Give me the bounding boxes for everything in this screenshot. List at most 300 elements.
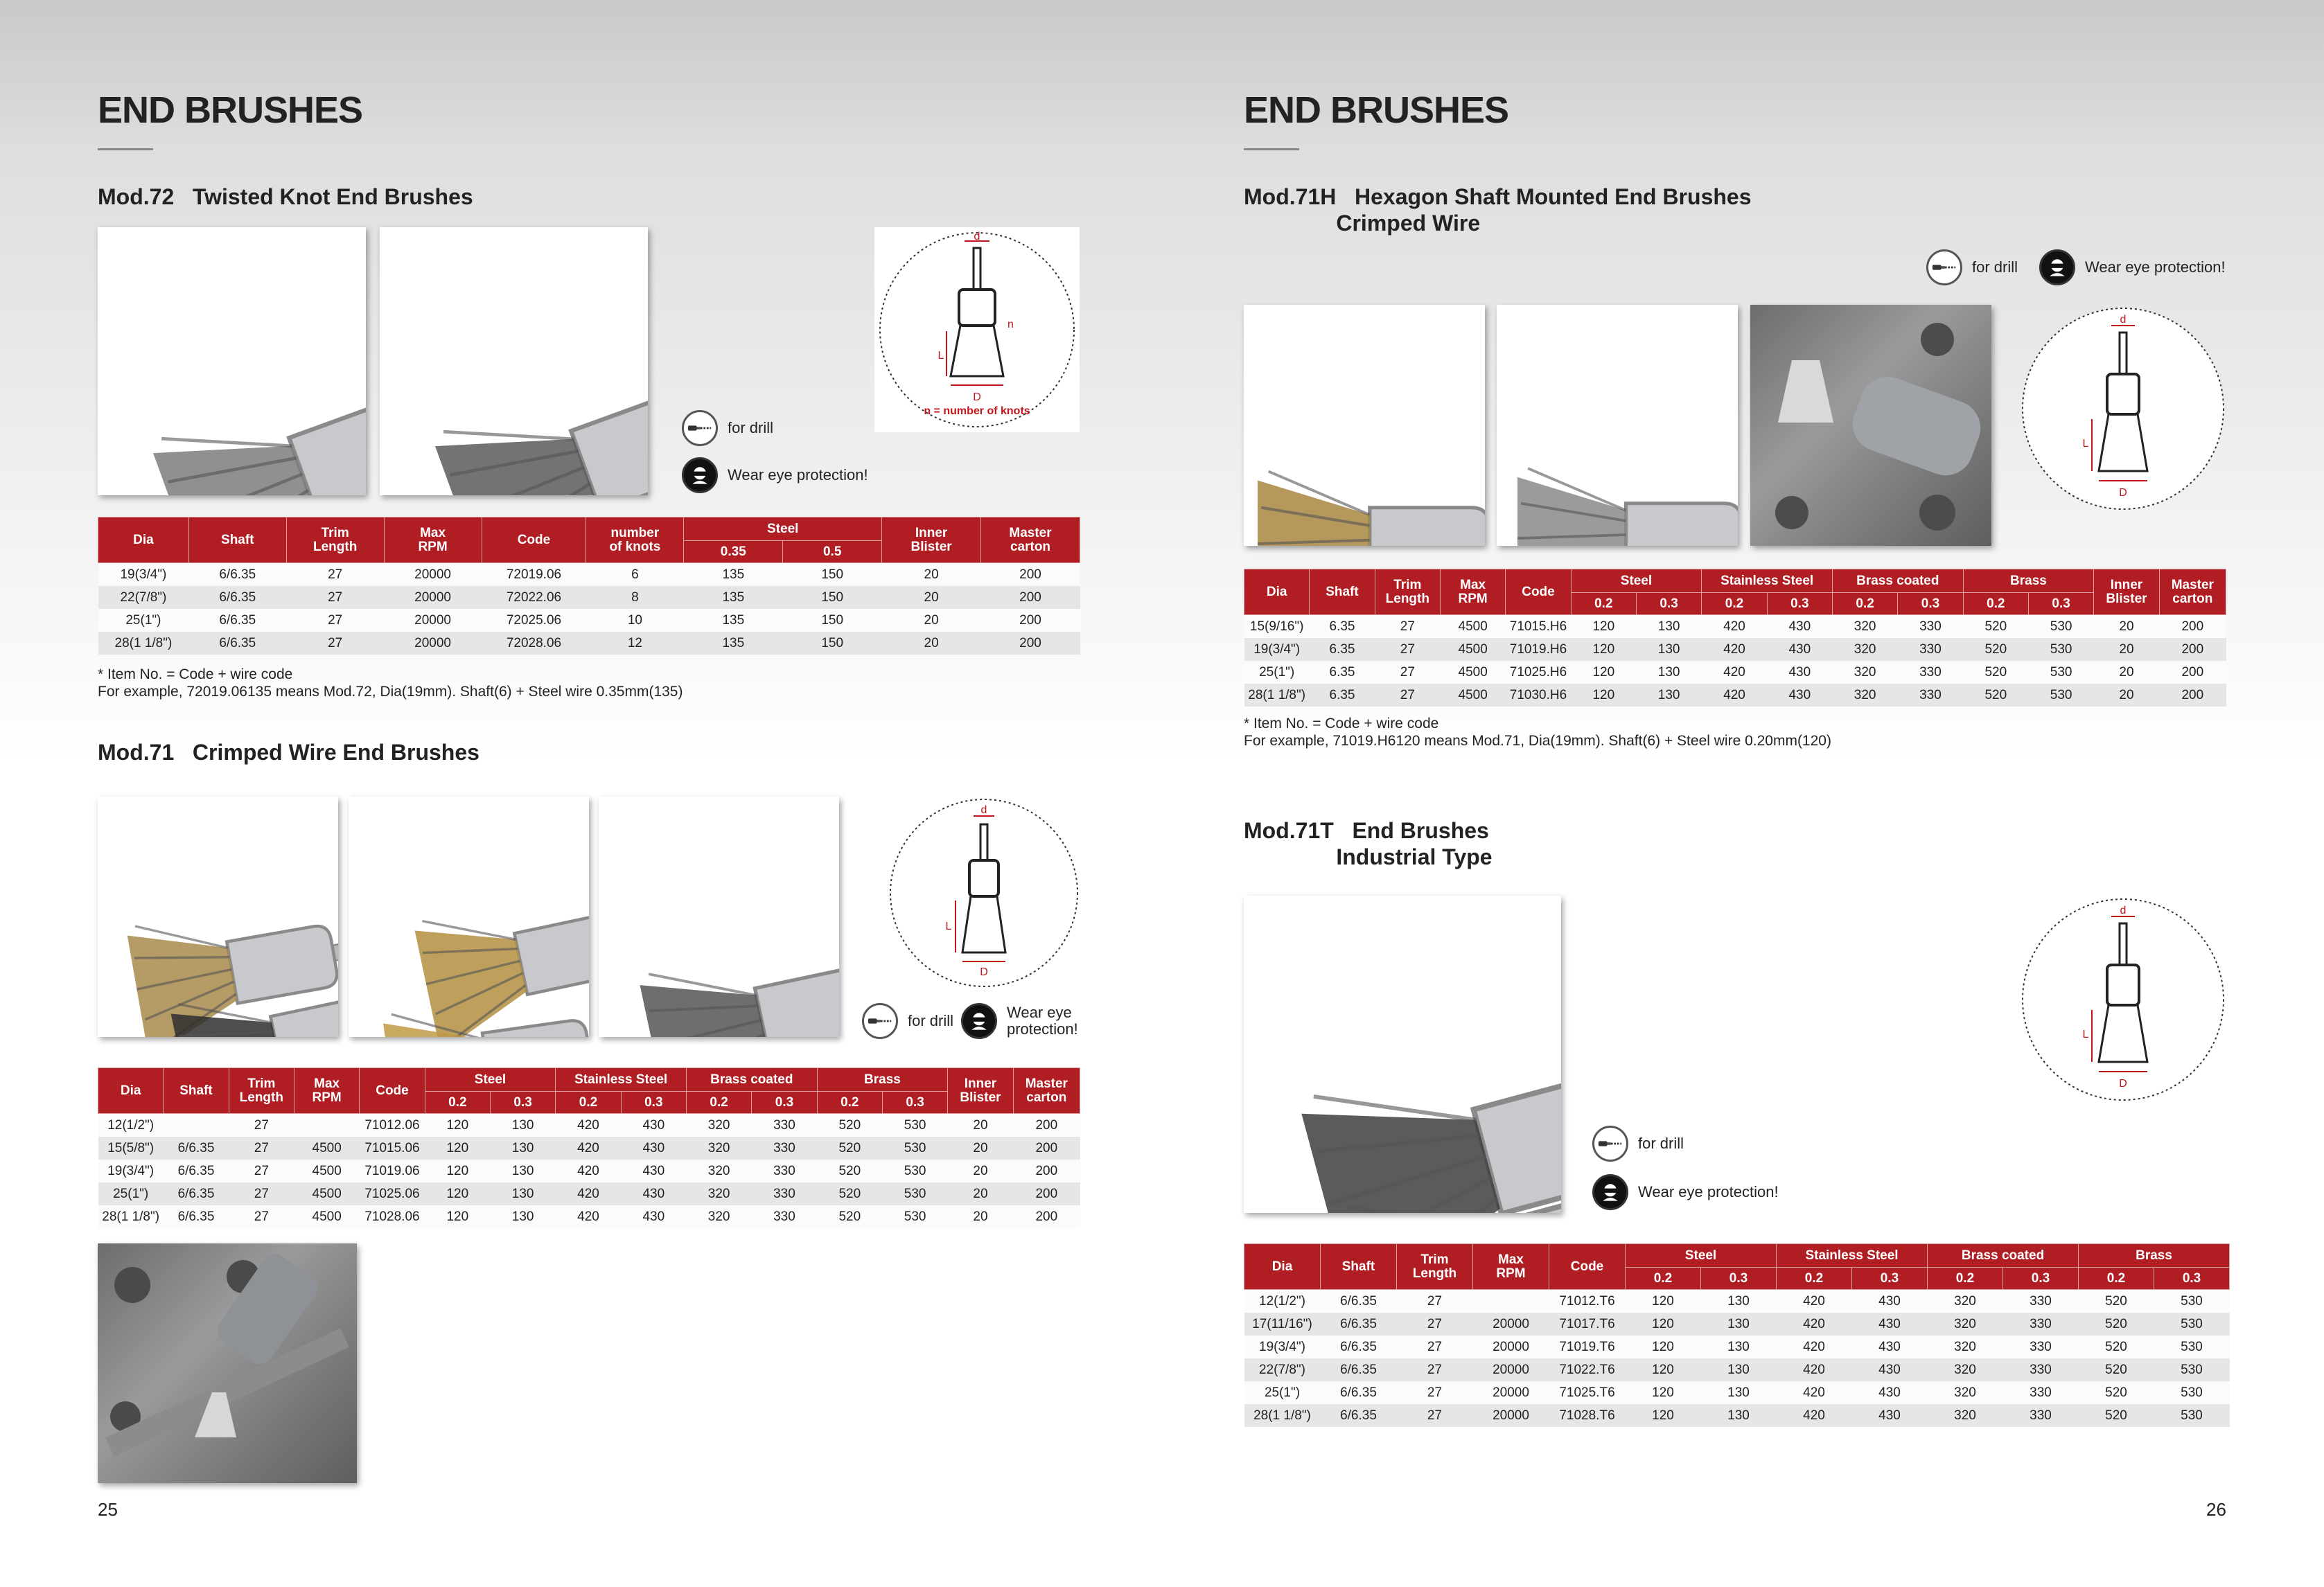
mod71-photo-3 xyxy=(599,797,839,1037)
table-cell: 20000 xyxy=(1473,1381,1549,1404)
table-cell: 28(1 1/8") xyxy=(1244,684,1310,707)
table-cell: 130 xyxy=(1636,638,1701,661)
table-cell: 420 xyxy=(556,1182,621,1205)
table-cell: 6/6.35 xyxy=(1321,1290,1397,1313)
mod71h-note-1: * Item No. = Code + wire code xyxy=(1244,716,1439,732)
table-cell: 200 xyxy=(1013,1114,1080,1137)
title-underline xyxy=(1244,148,1299,150)
th-w03: 0.3 xyxy=(2028,593,2093,615)
th-w03: 0.3 xyxy=(490,1092,555,1114)
table-cell: 4500 xyxy=(1440,684,1505,707)
th-trim: Trim Length xyxy=(1397,1244,1473,1290)
th-code: Code xyxy=(1506,569,1571,615)
th-trim: Trim Length xyxy=(286,517,384,563)
table-cell: 330 xyxy=(2003,1313,2079,1336)
table-cell: 120 xyxy=(425,1182,490,1205)
th-brass: Brass xyxy=(817,1068,948,1092)
table-cell: 520 xyxy=(2079,1404,2154,1427)
table-cell: 19(3/4") xyxy=(1244,1336,1321,1358)
mod72-heading: Mod.72 Twisted Knot End Brushes xyxy=(98,184,473,209)
table-cell: 27 xyxy=(1375,684,1440,707)
table-cell: 330 xyxy=(2003,1381,2079,1404)
th-w02: 0.2 xyxy=(2079,1268,2154,1290)
drill-icon xyxy=(1592,1126,1628,1162)
th-w02: 0.2 xyxy=(1963,593,2028,615)
table-cell: 6/6.35 xyxy=(1321,1336,1397,1358)
table-row xyxy=(98,632,1080,655)
th-code: Code xyxy=(482,517,586,563)
table-cell: 320 xyxy=(1832,684,1897,707)
mod71h-table xyxy=(1244,569,2226,707)
table-cell: 71025.06 xyxy=(360,1182,425,1205)
table-cell: 4500 xyxy=(294,1182,359,1205)
th-w03: 0.3 xyxy=(752,1092,817,1114)
table-cell: 4500 xyxy=(294,1160,359,1182)
eye-label: Wear eye protection! xyxy=(1007,1004,1078,1038)
th-w03: 0.3 xyxy=(2154,1268,2230,1290)
diagram-l-label: L xyxy=(945,921,952,932)
th-inner: Inner Blister xyxy=(2094,569,2159,615)
table-cell: 150 xyxy=(783,586,882,609)
drill-label: for drill xyxy=(728,419,774,436)
table-cell: 200 xyxy=(981,609,1080,632)
table-cell: 120 xyxy=(1626,1381,1701,1404)
mod71t-heading: Mod.71T End Brushes Industrial Type xyxy=(1244,818,1493,869)
table-cell: 150 xyxy=(783,632,882,655)
th-steel-035: 0.35 xyxy=(684,541,783,563)
mod71-drill-row xyxy=(862,1003,953,1039)
table-cell: 200 xyxy=(2159,615,2226,639)
table-cell: 200 xyxy=(1013,1182,1080,1205)
table-row xyxy=(1244,1336,2230,1358)
table-cell: 530 xyxy=(2154,1290,2230,1313)
th-w02: 0.2 xyxy=(556,1092,621,1114)
eye-protection-icon xyxy=(682,457,718,493)
th-master: Master carton xyxy=(2159,569,2226,615)
table-cell: 430 xyxy=(1767,661,1832,684)
th-w03: 0.3 xyxy=(1898,593,1963,615)
page-number-right: 26 xyxy=(2206,1499,2226,1520)
table-cell: 27 xyxy=(1375,661,1440,684)
th-master: Master carton xyxy=(981,517,1080,563)
th-steel-05: 0.5 xyxy=(783,541,882,563)
table-cell: 200 xyxy=(1013,1137,1080,1160)
table-cell xyxy=(164,1114,229,1137)
th-rpm: Max RPM xyxy=(1440,569,1505,615)
table-cell: 6/6.35 xyxy=(1321,1404,1397,1427)
th-brass-coated: Brass coated xyxy=(686,1068,817,1092)
table-cell: 27 xyxy=(229,1182,294,1205)
table-cell: 530 xyxy=(882,1137,947,1160)
mod71h-drill-row xyxy=(1926,249,2018,285)
mod71-heading: Mod.71 Crimped Wire End Brushes xyxy=(98,740,479,765)
table-cell: 27 xyxy=(286,586,384,609)
th-w03: 0.3 xyxy=(1767,593,1832,615)
table-cell: 420 xyxy=(556,1205,621,1228)
table-cell: 72019.06 xyxy=(482,563,586,587)
drill-icon xyxy=(1926,249,1962,285)
table-cell: 330 xyxy=(2003,1290,2079,1313)
table-cell: 520 xyxy=(1963,684,2028,707)
table-cell: 420 xyxy=(1777,1313,1852,1336)
table-cell: 330 xyxy=(752,1137,817,1160)
table-cell: 120 xyxy=(425,1160,490,1182)
table-cell: 530 xyxy=(2028,684,2093,707)
table-cell: 320 xyxy=(686,1160,751,1182)
table-cell: 130 xyxy=(490,1205,555,1228)
th-brass-coated: Brass coated xyxy=(1832,569,1963,593)
diagram-d-label: d xyxy=(974,231,980,242)
table-cell: 130 xyxy=(1701,1336,1777,1358)
table-cell: 20 xyxy=(882,563,981,587)
table-cell: 71019.06 xyxy=(360,1160,425,1182)
mod71t-drill-row xyxy=(1592,1126,1684,1162)
table-row xyxy=(98,563,1080,587)
table-row xyxy=(98,586,1080,609)
table-cell: 6 xyxy=(586,563,684,587)
th-w03: 0.3 xyxy=(882,1092,947,1114)
table-cell: 120 xyxy=(1626,1313,1701,1336)
table-cell: 130 xyxy=(1701,1404,1777,1427)
table-cell: 320 xyxy=(1928,1381,2003,1404)
table-cell: 130 xyxy=(490,1182,555,1205)
drill-label: for drill xyxy=(1972,258,2018,276)
table-cell: 420 xyxy=(556,1137,621,1160)
table-cell: 71012.06 xyxy=(360,1114,425,1137)
table-cell: 4500 xyxy=(1440,638,1505,661)
table-row xyxy=(1244,661,2226,684)
table-cell: 20 xyxy=(2094,684,2159,707)
table-cell: 150 xyxy=(783,609,882,632)
th-stainless: Stainless Steel xyxy=(1777,1244,1928,1268)
table-cell: 320 xyxy=(1928,1290,2003,1313)
table-cell: 71028.T6 xyxy=(1549,1404,1626,1427)
diagram-l-label: L xyxy=(937,350,944,362)
th-w03: 0.3 xyxy=(621,1092,686,1114)
table-cell: 430 xyxy=(621,1182,686,1205)
table-cell: 530 xyxy=(882,1182,947,1205)
table-cell: 6/6.35 xyxy=(164,1182,229,1205)
table-cell: 20000 xyxy=(1473,1336,1549,1358)
table-cell: 72022.06 xyxy=(482,586,586,609)
mod71-table xyxy=(98,1067,1080,1228)
table-cell: 27 xyxy=(1397,1358,1473,1381)
table-cell: 320 xyxy=(686,1137,751,1160)
th-steel: Steel xyxy=(1571,569,1702,593)
table-cell: 420 xyxy=(556,1160,621,1182)
table-cell: 25(1") xyxy=(98,1182,164,1205)
table-cell xyxy=(1473,1290,1549,1313)
mod72-diagram xyxy=(874,227,1080,432)
table-row xyxy=(1244,1313,2230,1336)
application-photo xyxy=(98,1243,357,1483)
th-rpm: Max RPM xyxy=(1473,1244,1549,1290)
diagram-big-d-label: D xyxy=(2119,1078,2127,1090)
diagram-n-label: n xyxy=(1007,319,1014,330)
table-cell: 27 xyxy=(286,632,384,655)
table-row xyxy=(1244,684,2226,707)
table-cell: 71015.H6 xyxy=(1506,615,1571,639)
table-cell: 130 xyxy=(490,1137,555,1160)
mod71-diagram xyxy=(888,797,1080,989)
table-cell: 130 xyxy=(1701,1358,1777,1381)
table-cell: 320 xyxy=(1832,661,1897,684)
table-cell: 520 xyxy=(817,1182,882,1205)
table-cell: 27 xyxy=(1397,1381,1473,1404)
table-cell: 20 xyxy=(2094,661,2159,684)
table-cell: 20 xyxy=(2094,615,2159,639)
table-cell: 71015.06 xyxy=(360,1137,425,1160)
table-cell: 120 xyxy=(1571,615,1636,639)
th-steel: Steel xyxy=(684,517,882,541)
th-w02: 0.2 xyxy=(425,1092,490,1114)
title-underline xyxy=(98,148,153,150)
table-cell: 430 xyxy=(1852,1404,1928,1427)
table-cell: 330 xyxy=(1898,615,1963,639)
th-w02: 0.2 xyxy=(1626,1268,1701,1290)
table-cell: 200 xyxy=(1013,1160,1080,1182)
th-dia: Dia xyxy=(1244,569,1310,615)
mod72-note-2: For example, 72019.06135 means Mod.72, Dia(19mm). Shaft(6) + Steel wire 0.35mm(135) xyxy=(98,684,683,700)
table-cell: 200 xyxy=(2159,661,2226,684)
table-cell: 530 xyxy=(2028,638,2093,661)
table-cell: 27 xyxy=(229,1137,294,1160)
table-cell: 530 xyxy=(2154,1313,2230,1336)
table-cell: 330 xyxy=(752,1114,817,1137)
table-cell: 15(9/16") xyxy=(1244,615,1310,639)
table-cell: 20000 xyxy=(384,586,482,609)
table-cell: 130 xyxy=(1701,1290,1777,1313)
table-cell: 530 xyxy=(882,1160,947,1182)
mod71t-table xyxy=(1244,1243,2230,1427)
table-cell: 420 xyxy=(1702,615,1767,639)
table-cell: 6/6.35 xyxy=(164,1137,229,1160)
diagram-d-label: d xyxy=(2120,314,2127,326)
table-cell: 320 xyxy=(1928,1404,2003,1427)
table-cell: 19(3/4") xyxy=(98,1160,164,1182)
table-cell: 28(1 1/8") xyxy=(98,632,189,655)
eye-label: Wear eye protection! xyxy=(2085,258,2226,276)
table-cell: 200 xyxy=(2159,638,2226,661)
th-w03: 0.3 xyxy=(1636,593,1701,615)
table-cell: 330 xyxy=(752,1205,817,1228)
table-cell: 130 xyxy=(490,1160,555,1182)
table-cell: 530 xyxy=(882,1205,947,1228)
table-cell: 530 xyxy=(2154,1336,2230,1358)
table-cell: 330 xyxy=(752,1160,817,1182)
table-cell: 71017.T6 xyxy=(1549,1313,1626,1336)
eye-protection-icon xyxy=(961,1003,997,1039)
drill-icon xyxy=(682,410,718,446)
diagram-l-label: L xyxy=(2082,438,2089,450)
table-cell: 130 xyxy=(490,1114,555,1137)
th-shaft: Shaft xyxy=(1321,1244,1397,1290)
table-cell: 200 xyxy=(1013,1205,1080,1228)
drill-label: for drill xyxy=(908,1012,954,1029)
table-cell: 330 xyxy=(2003,1404,2079,1427)
th-dia: Dia xyxy=(1244,1244,1321,1290)
table-cell: 20 xyxy=(2094,638,2159,661)
table-cell: 20000 xyxy=(384,563,482,587)
table-cell: 520 xyxy=(2079,1381,2154,1404)
table-row xyxy=(98,1182,1080,1205)
table-cell: 6.35 xyxy=(1310,684,1375,707)
mod71h-heading: Mod.71H Hexagon Shaft Mounted End Brushes Crimped Wire xyxy=(1244,184,1752,236)
table-cell: 330 xyxy=(1898,684,1963,707)
table-cell: 320 xyxy=(1832,615,1897,639)
table-cell: 520 xyxy=(1963,638,2028,661)
th-dia: Dia xyxy=(98,517,189,563)
table-cell: 320 xyxy=(686,1182,751,1205)
mod71h-photo-2 xyxy=(1497,305,1738,546)
table-cell: 320 xyxy=(1832,638,1897,661)
table-cell: 520 xyxy=(2079,1313,2154,1336)
th-shaft: Shaft xyxy=(188,517,286,563)
th-inner: Inner Blister xyxy=(948,1068,1013,1114)
table-cell: 19(3/4") xyxy=(1244,638,1310,661)
table-cell: 71030.H6 xyxy=(1506,684,1571,707)
table-cell: 420 xyxy=(1702,638,1767,661)
table-cell: 22(7/8") xyxy=(1244,1358,1321,1381)
th-trim: Trim Length xyxy=(229,1068,294,1114)
table-row xyxy=(1244,1358,2230,1381)
table-row xyxy=(98,609,1080,632)
table-cell: 4500 xyxy=(294,1205,359,1228)
th-inner: Inner Blister xyxy=(882,517,981,563)
table-cell: 520 xyxy=(1963,661,2028,684)
table-cell: 130 xyxy=(1701,1313,1777,1336)
table-cell: 120 xyxy=(1571,661,1636,684)
table-cell: 27 xyxy=(286,563,384,587)
th-w02: 0.2 xyxy=(817,1092,882,1114)
drill-icon xyxy=(862,1003,898,1039)
diagram-big-d-label: D xyxy=(2119,487,2127,499)
table-cell: 520 xyxy=(817,1137,882,1160)
table-cell: 200 xyxy=(2159,684,2226,707)
table-cell: 71025.T6 xyxy=(1549,1381,1626,1404)
th-w02: 0.2 xyxy=(1571,593,1636,615)
th-w02: 0.2 xyxy=(686,1092,751,1114)
th-w02: 0.2 xyxy=(1702,593,1767,615)
table-cell: 330 xyxy=(752,1182,817,1205)
table-cell: 6/6.35 xyxy=(1321,1381,1397,1404)
table-cell: 12(1/2") xyxy=(98,1114,164,1137)
mod71h-diagram xyxy=(2019,305,2227,513)
table-cell: 430 xyxy=(1852,1381,1928,1404)
table-cell: 20000 xyxy=(1473,1313,1549,1336)
table-cell: 520 xyxy=(2079,1358,2154,1381)
table-cell: 430 xyxy=(1852,1290,1928,1313)
table-cell: 6/6.35 xyxy=(164,1205,229,1228)
table-cell: 28(1 1/8") xyxy=(1244,1404,1321,1427)
th-shaft: Shaft xyxy=(164,1068,229,1114)
th-code: Code xyxy=(1549,1244,1626,1290)
table-cell: 20 xyxy=(948,1160,1013,1182)
table-cell: 120 xyxy=(1571,638,1636,661)
table-cell: 17(11/16") xyxy=(1244,1313,1321,1336)
table-cell: 71012.T6 xyxy=(1549,1290,1626,1313)
table-cell: 120 xyxy=(1626,1358,1701,1381)
table-cell: 530 xyxy=(2154,1381,2230,1404)
eye-protection-icon xyxy=(1592,1174,1628,1210)
table-row xyxy=(1244,1404,2230,1427)
th-rpm: Max RPM xyxy=(294,1068,359,1114)
mod72-drill-row xyxy=(682,410,773,446)
diagram-l-label: L xyxy=(2082,1029,2089,1040)
table-cell: 420 xyxy=(556,1114,621,1137)
table-cell: 520 xyxy=(817,1205,882,1228)
table-cell: 20000 xyxy=(1473,1358,1549,1381)
th-brass: Brass xyxy=(2079,1244,2230,1268)
th-w03: 0.3 xyxy=(1701,1268,1777,1290)
table-cell: 25(1") xyxy=(1244,661,1310,684)
table-cell: 430 xyxy=(1852,1313,1928,1336)
table-cell: 120 xyxy=(425,1205,490,1228)
table-cell: 28(1 1/8") xyxy=(98,1205,164,1228)
table-cell: 6.35 xyxy=(1310,661,1375,684)
th-steel: Steel xyxy=(1626,1244,1777,1268)
table-cell: 330 xyxy=(2003,1358,2079,1381)
table-cell: 530 xyxy=(882,1114,947,1137)
table-cell: 420 xyxy=(1777,1381,1852,1404)
th-w02: 0.2 xyxy=(1832,593,1897,615)
th-stainless: Stainless Steel xyxy=(556,1068,687,1092)
table-cell: 6/6.35 xyxy=(1321,1313,1397,1336)
table-cell: 420 xyxy=(1702,684,1767,707)
table-cell: 19(3/4") xyxy=(98,563,189,587)
table-row xyxy=(98,1160,1080,1182)
table-cell: 200 xyxy=(981,563,1080,587)
mod71h-eye-row xyxy=(2039,249,2226,285)
table-cell: 10 xyxy=(586,609,684,632)
table-cell: 12 xyxy=(586,632,684,655)
diagram-big-d-label: D xyxy=(973,391,981,403)
table-cell: 27 xyxy=(1375,638,1440,661)
table-cell: 200 xyxy=(981,632,1080,655)
table-cell: 430 xyxy=(1767,684,1832,707)
table-cell: 430 xyxy=(1767,638,1832,661)
table-row xyxy=(1244,1290,2230,1313)
table-cell: 320 xyxy=(1928,1336,2003,1358)
mod71-eye-row xyxy=(961,1003,1078,1039)
table-cell: 25(1") xyxy=(1244,1381,1321,1404)
table-cell: 530 xyxy=(2028,661,2093,684)
table-cell: 6/6.35 xyxy=(1321,1358,1397,1381)
table-row xyxy=(98,1137,1080,1160)
mod71h-photo-3 xyxy=(1750,305,1991,546)
table-cell: 71019.T6 xyxy=(1549,1336,1626,1358)
table-cell: 71019.H6 xyxy=(1506,638,1571,661)
table-row xyxy=(1244,1381,2230,1404)
table-cell: 430 xyxy=(621,1205,686,1228)
table-cell: 430 xyxy=(621,1114,686,1137)
table-cell: 130 xyxy=(1636,615,1701,639)
mod71h-note-2: For example, 71019.H6120 means Mod.71, Dia(19mm). Shaft(6) + Steel wire 0.20mm(120) xyxy=(1244,733,1831,749)
table-cell: 6/6.35 xyxy=(164,1160,229,1182)
table-cell: 71025.H6 xyxy=(1506,661,1571,684)
table-row xyxy=(1244,638,2226,661)
table-cell: 71028.06 xyxy=(360,1205,425,1228)
table-cell: 27 xyxy=(286,609,384,632)
table-cell: 6/6.35 xyxy=(188,563,286,587)
table-cell: 530 xyxy=(2028,615,2093,639)
th-w03: 0.3 xyxy=(2003,1268,2079,1290)
table-cell: 6/6.35 xyxy=(188,586,286,609)
table-cell: 120 xyxy=(1626,1336,1701,1358)
table-cell: 72025.06 xyxy=(482,609,586,632)
table-cell: 22(7/8") xyxy=(98,586,189,609)
table-row xyxy=(98,1205,1080,1228)
